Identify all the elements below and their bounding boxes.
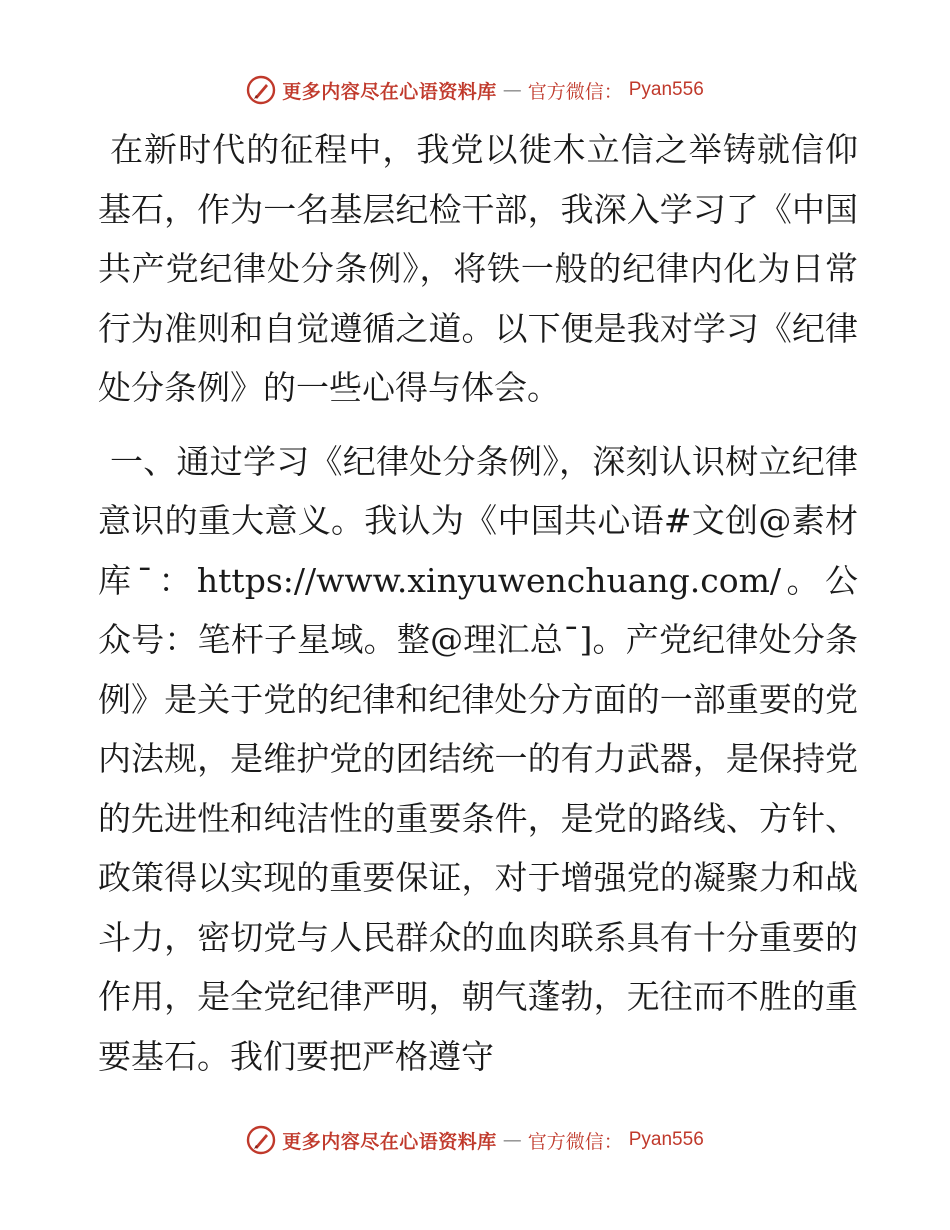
banner-wechat-label: 官方微信： xyxy=(527,80,623,103)
quill-logo-icon xyxy=(246,75,276,105)
banner-separator: — xyxy=(502,79,522,101)
paragraph-intro: 在新时代的征程中，我党以徙木立信之举铸就信仰基石，作为一名基层纪检干部，我深入学习了《中国共产党纪律处分条例》，将铁一般的纪律内化为日常行为准则和自觉遵循之道。以下便是我对学习《纪律处分条例》的一些心得与体会。 xyxy=(98,130,858,407)
banner-wechat-id: Pyan556 xyxy=(628,79,704,100)
banner-brand: 更多内容尽在心语资料库 xyxy=(282,80,497,103)
paragraph-section-one: 一、通过学习《纪律处分条例》，深刻认识树立纪律意识的重大意义。我认为《中国共心语#文创@素材库¯：https://www.xinyuwenchuang.com/。公众号：笔杆子星域。整@理汇总¯]。产党纪律处分条例》是关于党的纪律和纪律处分方面的一部重要的党内法规，是维护党的团结统一的有力武器，是保持党的先进性和纯洁性的重要条件，是党的路线、方针、政策得以实现的重要保证，对于增强党的凝聚力和战斗力，密切党与人民群众的血肉联系具有十分重要的作用，是全党纪律严明，朝气蓬勃，无往而不胜的重要基石。我们要把严格遵守 xyxy=(98,441,858,1076)
footer-banner-wechat-label: 官方微信： xyxy=(527,1130,623,1153)
document-body xyxy=(98,120,858,1086)
footer-banner-wechat-id: Pyan556 xyxy=(628,1129,704,1150)
footer-banner-separator: — xyxy=(502,1129,522,1151)
footer-banner xyxy=(0,1120,950,1160)
footer-banner-brand: 更多内容尽在心语资料库 xyxy=(282,1130,497,1153)
header-banner xyxy=(0,70,950,110)
quill-logo-icon xyxy=(246,1125,276,1155)
